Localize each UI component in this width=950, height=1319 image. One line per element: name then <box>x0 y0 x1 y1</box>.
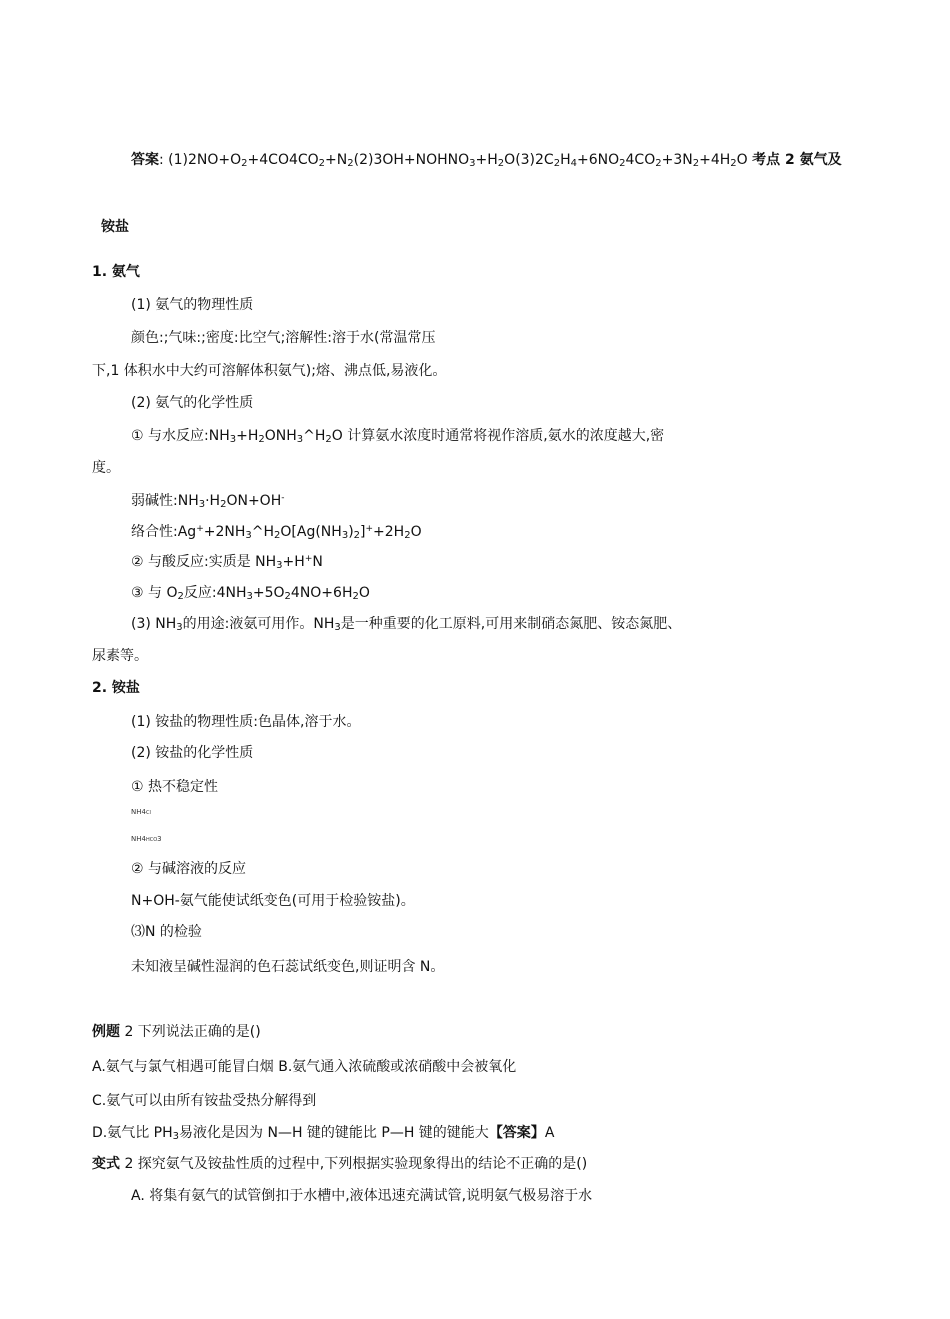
example-label: 例题 <box>92 1024 120 1040</box>
section-heading-ammonia: 1. 氨气 <box>92 264 140 280</box>
answer-text: +4H <box>699 152 731 168</box>
text: +5O <box>252 585 285 601</box>
section-heading-ammonium-salt: 2. 铵盐 <box>92 680 140 696</box>
text: 反应:4NH <box>183 585 247 601</box>
formula-nh4hco3 <box>131 833 162 846</box>
text: ^H <box>303 428 326 444</box>
kaodian-heading-cont: 铵盐 <box>101 219 129 235</box>
subscript: 2 <box>347 158 354 169</box>
paragraph-oxygen-reaction <box>131 583 370 603</box>
text: 2 探究氨气及铵盐性质的过程中,下列根据实验现象得出的结论不正确的是() <box>120 1156 588 1172</box>
subheading-chemical: (2) 氨气的化学性质 <box>131 395 254 411</box>
superscript: + <box>365 524 374 534</box>
text: 3 <box>157 835 162 843</box>
text: 的用途:液氨可用作。NH <box>182 616 335 632</box>
text: D.氨气比 PH <box>92 1125 173 1141</box>
paragraph-salt-physical: (1) 铵盐的物理性质:色晶体,溶于水。 <box>131 714 361 730</box>
subscript: 2 <box>352 591 359 602</box>
text: ① 与水反应:NH <box>131 428 230 444</box>
text: ) <box>348 524 354 540</box>
text: Cl <box>145 810 151 816</box>
answer-text: +N <box>325 152 348 168</box>
subscript: 2 <box>318 158 326 169</box>
subscript: 2 <box>241 158 248 169</box>
subscript: 4 <box>570 158 577 169</box>
subscript: 2 <box>497 158 505 169</box>
paragraph-weak-base <box>131 491 284 511</box>
answer-text: H <box>560 152 571 168</box>
example-option-d <box>92 1123 554 1143</box>
text: ON+OH <box>226 493 282 509</box>
text: O <box>358 585 370 601</box>
text: 易液化是因为 N—H 键的键能比 P—H 键的键能大 <box>179 1125 489 1141</box>
formula-nh4cl <box>131 806 151 819</box>
subscript: 2 <box>553 158 561 169</box>
example-option-c: C.氨气可以由所有铵盐受热分解得到 <box>92 1093 317 1109</box>
example-stem <box>92 1022 261 1042</box>
text: NH <box>131 835 142 843</box>
answer-text: +3N <box>661 152 693 168</box>
paragraph-physical-cont: 下,1 体积水中大约可溶解体积氨气);熔、沸点低,易液化。 <box>92 363 447 379</box>
subscript: 2 <box>619 158 626 169</box>
text: N <box>312 554 323 570</box>
subheading-test: ⑶N 的检验 <box>131 924 202 940</box>
subscript: 2 <box>730 158 737 169</box>
answer-text: (2)3OH+NOHNO <box>353 152 470 168</box>
item-thermal-instability: ① 热不稳定性 <box>131 779 219 795</box>
text: 是一种重要的化工原料,可用来制硝态氮肥、铵态氮肥、 <box>340 616 682 632</box>
answer-text: +H <box>475 152 498 168</box>
answer-text: +4CO4CO <box>247 152 319 168</box>
answer-text: +6NO <box>577 152 620 168</box>
superscript: + <box>304 554 313 564</box>
subheading-physical: (1) 氨气的物理性质 <box>131 297 254 313</box>
text: +2NH <box>203 524 246 540</box>
paragraph-acid-reaction <box>131 552 323 572</box>
answer-text: : (1)2NO+O <box>159 152 242 168</box>
text: NH <box>131 808 142 816</box>
text: 2 下列说法正确的是() <box>120 1024 261 1040</box>
variant-label: 变式 <box>92 1156 120 1172</box>
subscript: 3 <box>341 530 349 541</box>
subscript: 3 <box>246 591 253 602</box>
text: 4 <box>141 808 146 816</box>
text: ^H <box>251 524 275 540</box>
subscript: 3 <box>276 560 283 571</box>
answer-label: 【答案】 <box>488 1125 545 1141</box>
text: +H <box>236 428 259 444</box>
subscript: 2 <box>655 158 662 169</box>
superscript: - <box>281 493 285 503</box>
text: ] <box>360 524 366 540</box>
paragraph-water-reaction <box>131 426 664 446</box>
answer-text: O <box>736 152 753 168</box>
subscript: 2 <box>353 530 361 541</box>
paragraph-alkali-reaction: N+OH-氨气能使试纸变色(可用于检验铵盐)。 <box>131 893 415 909</box>
paragraph-uses-cont: 尿素等。 <box>92 648 148 664</box>
subscript: 3 <box>172 1131 180 1142</box>
text: 弱碱性:NH <box>131 493 199 509</box>
subscript: 2 <box>274 530 281 541</box>
subscript: 3 <box>198 499 206 510</box>
paragraph-test: 未知液呈碱性湿润的色石蕊试纸变色,则证明含 N。 <box>131 959 445 975</box>
text: ·H <box>205 493 221 509</box>
answer-line <box>131 150 842 170</box>
item-alkali-reaction: ② 与碱溶液的反应 <box>131 861 247 877</box>
answer-value: A <box>544 1125 555 1141</box>
subscript: 3 <box>469 158 476 169</box>
paragraph-physical: 颜色:;气味:;密度:比空气;溶解性:溶于水(常温常压 <box>131 330 436 346</box>
superscript: + <box>196 524 204 534</box>
text: ONH <box>264 428 297 444</box>
variant-option-a: A. 将集有氨气的试管倒扣于水槽中,液体迅速充满试管,说明氨气极易溶于水 <box>131 1188 593 1204</box>
subscript: 2 <box>692 158 700 169</box>
text: O <box>410 524 422 540</box>
paragraph-complex <box>131 522 422 542</box>
subscript: 3 <box>176 622 183 633</box>
text: 4 <box>141 835 146 843</box>
text: O 计算氨水浓度时通常将视作溶质,氨水的浓度越大,密 <box>331 428 665 444</box>
text: HCO <box>145 837 158 843</box>
subheading-salt-chemical: (2) 铵盐的化学性质 <box>131 745 254 761</box>
subscript: 2 <box>404 530 411 541</box>
text: ② 与酸反应:实质是 NH <box>131 554 277 570</box>
answer-label: 答案 <box>131 152 159 168</box>
text: (3) NH <box>131 616 177 632</box>
subscript: 2 <box>325 434 332 445</box>
answer-text: 4CO <box>625 152 656 168</box>
text: 4NO+6H <box>290 585 353 601</box>
subscript: 3 <box>245 530 252 541</box>
subscript: 3 <box>334 622 341 633</box>
answer-text: O(3)2C <box>504 152 554 168</box>
subscript: 2 <box>220 499 227 510</box>
paragraph-water-reaction-cont: 度。 <box>92 460 120 476</box>
example-options-ab: A.氨气与氯气相遇可能冒白烟 B.氨气通入浓硫酸或浓硝酸中会被氧化 <box>92 1059 517 1075</box>
subscript: 3 <box>229 434 237 445</box>
subscript: 2 <box>177 591 184 602</box>
subscript: 3 <box>296 434 304 445</box>
text: +2H <box>373 524 405 540</box>
kaodian-heading: 考点 2 氨气及 <box>752 152 842 168</box>
text: O[Ag(NH <box>280 524 342 540</box>
subscript: 2 <box>258 434 265 445</box>
text: 络合性:Ag <box>131 524 197 540</box>
text: ③ 与 O <box>131 585 178 601</box>
variant-stem <box>92 1154 587 1174</box>
subscript: 2 <box>284 591 291 602</box>
paragraph-uses <box>131 614 681 634</box>
text: +H <box>282 554 305 570</box>
